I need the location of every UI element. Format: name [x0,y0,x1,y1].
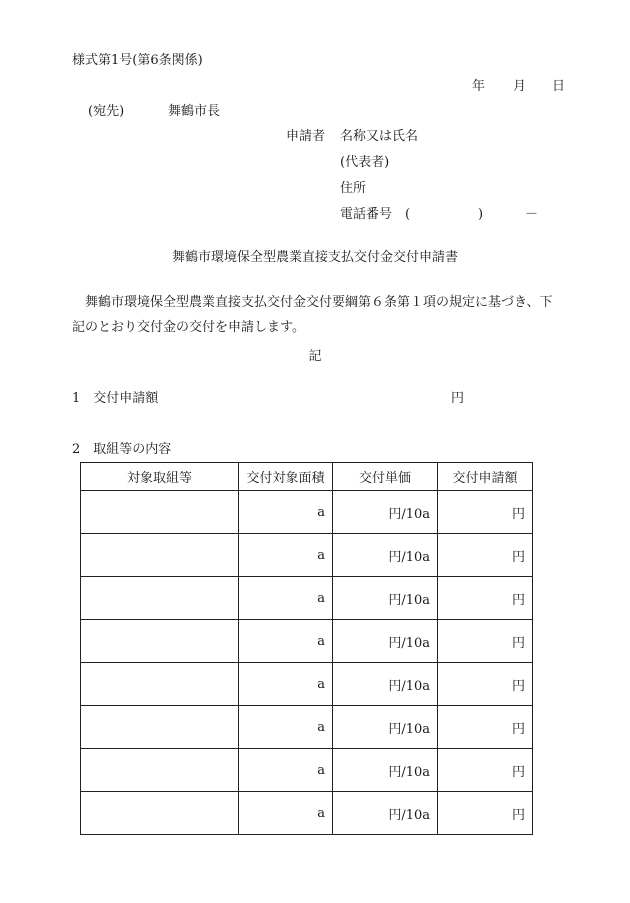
cell-area: a [239,706,333,749]
table-row [81,792,533,835]
item1-label: 1 交付申請額 [72,391,159,406]
cell-area: a [239,792,333,835]
document-title: 舞鶴市環境保全型農業直接支払交付金交付申請書 [171,250,458,265]
date-day-label: 日 [552,79,566,94]
cell-unit-price: 円/10a [333,749,438,792]
cell-unit-price: 円/10a [333,663,438,706]
table-row [81,491,533,534]
phone-dash: － [525,207,539,222]
cell-target-activity[interactable] [81,792,239,835]
cell-area: a [239,620,333,663]
cell-amount: 円 [438,792,533,835]
phone-open-paren: ( [405,207,411,222]
cell-unit-price: 円/10a [333,491,438,534]
table-row [81,577,533,620]
cell-target-activity[interactable] [81,620,239,663]
table-row [81,663,533,706]
date-month-label: 月 [513,79,527,94]
details-table [80,462,533,835]
header-target-activity: 対象取組等 [81,463,239,491]
date-year-label: 年 [472,79,486,94]
cell-target-activity[interactable] [81,663,239,706]
cell-unit-price: 円/10a [333,620,438,663]
addressee-prefix: (宛先) [88,104,125,119]
phone-close-paren: ) [478,207,484,222]
cell-unit-price: 円/10a [333,577,438,620]
cell-unit-price: 円/10a [333,792,438,835]
cell-area: a [239,534,333,577]
cell-amount: 円 [438,577,533,620]
cell-unit-price: 円/10a [333,534,438,577]
applicant-phone-label: 電話番号 [340,207,393,222]
table-row [81,534,533,577]
header-area: 交付対象面積 [239,463,333,491]
applicant-label: 申請者 [286,129,326,144]
cell-target-activity[interactable] [81,491,239,534]
body-paragraph: 舞鶴市環境保全型農業直接支払交付金交付要綱第６条第１項の規定に基づき、下記のとおり交付金の交付を申請します。 [72,295,553,335]
item1-unit: 円 [451,391,465,406]
cell-unit-price: 円/10a [333,706,438,749]
cell-area: a [239,577,333,620]
cell-area: a [239,663,333,706]
cell-amount: 円 [438,620,533,663]
cell-amount: 円 [438,706,533,749]
cell-area: a [239,491,333,534]
cell-target-activity[interactable] [81,706,239,749]
item2-label: 2 取組等の内容 [72,442,172,457]
cell-amount: 円 [438,491,533,534]
table-header-row [81,463,533,491]
header-unit-price: 交付単価 [333,463,438,491]
applicant-representative-label: (代表者) [340,155,390,170]
cell-target-activity[interactable] [81,577,239,620]
applicant-name-label: 名称又は氏名 [340,129,419,144]
table-row [81,706,533,749]
cell-target-activity[interactable] [81,749,239,792]
addressee-name: 舞鶴市長 [168,104,221,119]
cell-area: a [239,749,333,792]
cell-target-activity[interactable] [81,534,239,577]
cell-amount: 円 [438,534,533,577]
table-row [81,749,533,792]
table-row [81,620,533,663]
header-amount: 交付申請額 [438,463,533,491]
ki-heading: 記 [308,349,322,364]
cell-amount: 円 [438,749,533,792]
applicant-address-label: 住所 [340,181,367,196]
form-number: 様式第1号(第6条関係) [72,53,203,68]
cell-amount: 円 [438,663,533,706]
